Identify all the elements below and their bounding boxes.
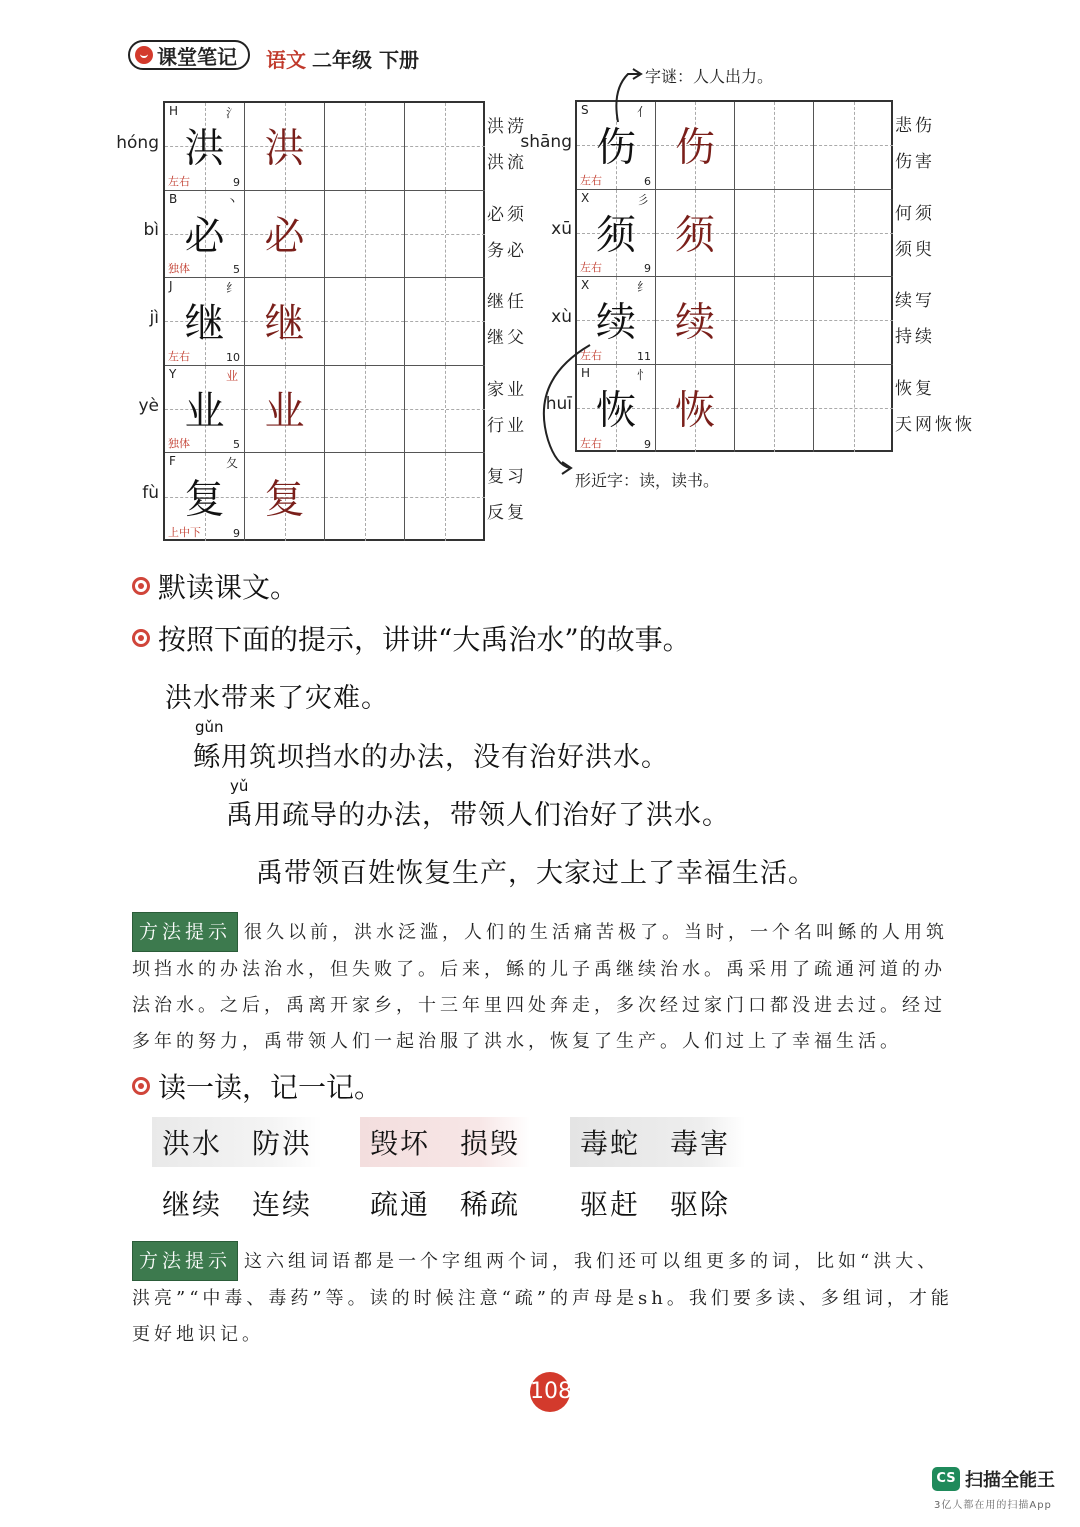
pinyin-initial: H — [169, 104, 179, 118]
model-character: 须 — [596, 212, 636, 259]
example-word: 洪流 — [487, 153, 527, 173]
structure-label: 左右 — [580, 348, 602, 362]
structure-label: 左右 — [580, 437, 602, 450]
radical: 纟 — [225, 281, 238, 296]
word-pair — [360, 1178, 520, 1228]
pinyin-initial: B — [169, 191, 178, 206]
riddle-note: 字谜：人人出力。 — [645, 67, 774, 86]
character-pinyin: fù — [142, 483, 159, 504]
example-word: 必须 — [487, 204, 527, 225]
stroke-count: 10 — [226, 350, 240, 364]
character-pinyin: jì — [149, 308, 159, 328]
trace-character: 必 — [264, 213, 305, 260]
annotation-arrows — [0, 0, 1080, 560]
radical: 业 — [225, 368, 238, 383]
trace-character: 复 — [264, 476, 305, 523]
radical: 彡 — [636, 192, 649, 207]
character-pinyin: huī — [545, 394, 572, 415]
target-bullet-icon — [132, 577, 150, 595]
character-pinyin: shāng — [520, 131, 572, 152]
scanner-watermark — [932, 1466, 1055, 1492]
structure-label: 独体 — [168, 437, 190, 451]
stroke-count: 9 — [233, 175, 240, 189]
word-pair — [152, 1178, 312, 1228]
word-pair — [360, 1117, 530, 1167]
method-tip-2 — [132, 1241, 958, 1353]
target-bullet-icon — [132, 1077, 150, 1095]
example-word: 恢复 — [895, 378, 935, 399]
word: 驱赶 — [580, 1188, 641, 1221]
word: 毒害 — [670, 1127, 731, 1160]
word: 毁坏 — [370, 1127, 431, 1160]
example-word: 须臾 — [895, 239, 935, 260]
task-read-remember — [132, 1066, 382, 1106]
trace-character: 洪 — [264, 125, 305, 172]
radical: 亻 — [636, 105, 649, 119]
word: 疏通 — [370, 1188, 431, 1221]
stroke-count: 5 — [233, 263, 240, 277]
method-tip-1 — [132, 912, 958, 1060]
example-word: 天网恢恢 — [895, 414, 975, 435]
similar-char-note: 形近字：读，读书。 — [575, 471, 720, 490]
word-pair — [570, 1117, 745, 1167]
structure-label: 左右 — [168, 174, 190, 188]
stroke-count: 11 — [637, 349, 651, 363]
model-character: 业 — [184, 388, 225, 435]
story-line-4: 禹带领百姓恢复生产，大家过上了幸福生活。 — [256, 858, 816, 889]
header-grade: 二年级 下册 — [312, 48, 419, 72]
word: 防洪 — [252, 1127, 313, 1160]
trace-character: 恢 — [675, 387, 715, 434]
stroke-count: 6 — [644, 174, 651, 188]
similar-arrowhead — [562, 462, 571, 474]
stroke-count: 9 — [644, 438, 651, 451]
model-character: 续 — [596, 299, 636, 346]
radical: 夂 — [225, 456, 238, 471]
pinyin-initial: J — [169, 279, 173, 294]
story-line-3: 禹用疏导的办法，带领人们治好了洪水。 — [226, 800, 730, 831]
example-word: 家业 — [487, 379, 527, 400]
structure-label: 上中下 — [168, 525, 201, 539]
method-tip-text: 这六组词语都是一个字组两个词，我们还可以组更多的词，比如“洪大、洪亮”“中毒、毒药”等。读的时候注意“疏”的声母是sh。我们要多读、多组词，才能更好地识记。 — [132, 1251, 953, 1345]
radical: 氵 — [225, 106, 238, 120]
model-character: 洪 — [184, 125, 225, 172]
trace-character: 伤 — [675, 124, 715, 171]
structure-label: 左右 — [580, 173, 602, 187]
example-word: 复习 — [487, 467, 527, 488]
character-pinyin: xū — [551, 219, 572, 240]
method-tip-label: 方法提示 — [132, 1241, 238, 1281]
structure-label: 独体 — [168, 262, 190, 276]
story-ruby-gun: gǔn — [195, 718, 224, 736]
word: 洪水 — [162, 1127, 223, 1160]
example-word: 洪涝 — [487, 117, 527, 137]
scanner-app-name: 扫描全能王 — [965, 1470, 1055, 1491]
radical: 忄 — [636, 367, 649, 382]
example-word: 续写 — [895, 291, 935, 311]
task-silent-read — [132, 566, 298, 606]
model-character: 复 — [184, 476, 225, 523]
radical: 纟 — [636, 280, 649, 294]
word: 稀疏 — [460, 1188, 521, 1221]
trace-character: 须 — [675, 212, 715, 259]
model-character: 必 — [184, 213, 225, 260]
example-word: 行业 — [487, 415, 527, 436]
word-pair — [570, 1178, 730, 1228]
task-tell-story — [132, 618, 691, 658]
structure-label: 左右 — [168, 349, 190, 363]
word: 继续 — [162, 1188, 223, 1221]
example-word: 继任 — [487, 292, 527, 313]
target-bullet-icon — [132, 629, 150, 647]
pinyin-initial: H — [581, 365, 591, 380]
example-word: 伤害 — [895, 152, 935, 172]
word: 驱除 — [670, 1188, 731, 1221]
example-word: 持续 — [895, 327, 935, 347]
model-character: 继 — [184, 300, 225, 347]
character-pinyin: yè — [138, 395, 159, 416]
riddle-arrow — [616, 74, 640, 122]
story-line-2: 鲧用筑坝挡水的办法，没有治好洪水。 — [193, 742, 669, 773]
pinyin-initial: X — [581, 190, 590, 205]
task-tell-story-text: 按照下面的提示，讲讲“大禹治水”的故事。 — [158, 623, 691, 656]
trace-character: 继 — [264, 300, 305, 347]
task-read-remember-text: 读一读，记一记。 — [158, 1071, 383, 1104]
character-pinyin: bì — [143, 220, 159, 241]
radical: 丶 — [225, 193, 238, 208]
scanner-tagline: 3亿人都在用的扫描App — [934, 1500, 1052, 1511]
example-word: 反复 — [487, 503, 527, 524]
stroke-count: 5 — [233, 438, 240, 452]
story-line-1: 洪水带来了灾难。 — [165, 683, 389, 714]
header-title: 课堂笔记 — [157, 44, 237, 69]
trace-character: 业 — [264, 388, 305, 435]
character-pinyin: hóng — [116, 132, 159, 153]
stroke-count: 9 — [644, 262, 651, 275]
pinyin-initial: F — [169, 454, 176, 469]
story-ruby-yu: yǔ — [230, 777, 249, 795]
method-tip-text: 很久以前，洪水泛滥，人们的生活痛苦极了。当时，一个名叫鲧的人用筑坝挡水的办法治水，但失败了。后来，鲧的儿子禹继续治水。禹采用了疏通河道的办法治水。之后，禹离开家乡，十三年里四处奔走，多次经过家门口都没进去过。经过多年的努力，禹带领人们一起治服了洪水，恢复了生产。人们过上了幸福生活。 — [132, 922, 949, 1052]
header-subject: 语文 — [266, 48, 306, 72]
page-number: 108 — [530, 1372, 570, 1412]
structure-label: 左右 — [580, 261, 602, 274]
character-pinyin: xù — [551, 306, 572, 327]
example-word: 继父 — [487, 328, 527, 349]
example-word: 悲伤 — [895, 116, 935, 136]
task-silent-read-text: 默读课文。 — [158, 571, 299, 604]
stroke-count: 9 — [233, 526, 240, 540]
example-word: 何须 — [895, 203, 935, 224]
word: 损毁 — [460, 1127, 521, 1160]
pinyin-initial: S — [581, 103, 589, 117]
example-word: 务必 — [487, 240, 527, 261]
pinyin-initial: Y — [169, 366, 177, 381]
word-pair — [152, 1117, 322, 1167]
trace-character: 续 — [675, 299, 715, 346]
scanner-logo-icon: CS — [932, 1467, 960, 1491]
word: 连续 — [252, 1188, 313, 1221]
model-character: 伤 — [596, 124, 636, 171]
pinyin-initial: X — [581, 278, 590, 292]
model-character: 恢 — [596, 387, 636, 434]
word: 毒蛇 — [580, 1127, 641, 1160]
method-tip-label: 方法提示 — [132, 912, 238, 952]
similar-arrow — [544, 345, 590, 468]
